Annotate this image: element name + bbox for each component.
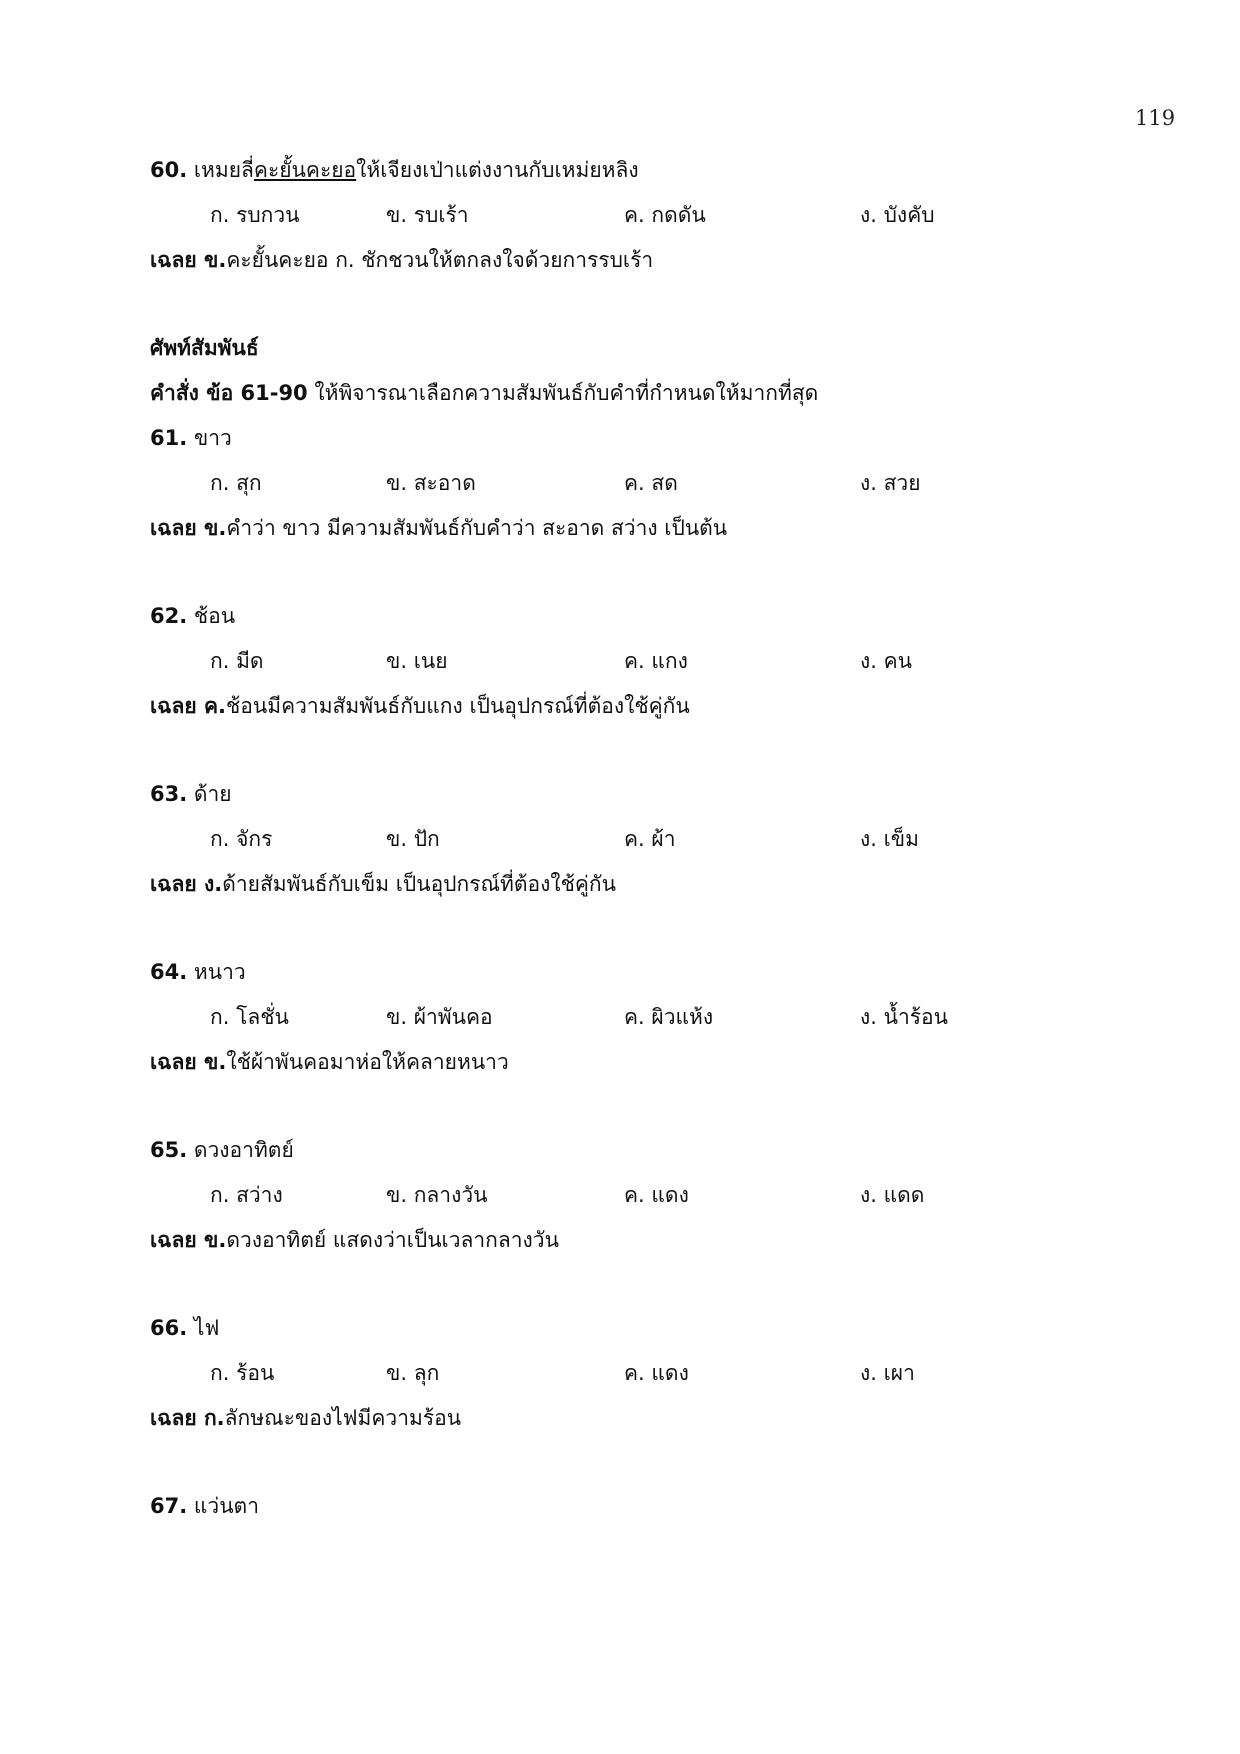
choice-c: ค. แดง	[624, 1361, 689, 1385]
question-62-stem	[150, 594, 1150, 639]
answer-text: ดวงอาทิตย์ แสดงว่าเป็นเวลากลางวัน	[226, 1228, 559, 1252]
question-number: 60.	[150, 158, 188, 182]
choice-d: ง. บังคับ	[860, 203, 935, 227]
question-63-choices	[150, 817, 1150, 862]
answer-text: ใช้ผ้าพันคอมาห่อให้คลายหนาว	[226, 1050, 509, 1074]
choice-c: ค. สด	[624, 471, 678, 495]
question-66-stem	[150, 1306, 1150, 1351]
choice-b: ข. ปัก	[386, 827, 440, 851]
question-stem: หนาว	[187, 960, 246, 984]
choice-c: ค. แดง	[624, 1183, 689, 1207]
answer-text: ช้อนมีความสัมพันธ์กับแกง เป็นอุปกรณ์ที่ต้องใช้คู่กัน	[226, 694, 690, 718]
choice-a: ก. สว่าง	[210, 1183, 283, 1207]
choice-d: ง. แดด	[860, 1183, 925, 1207]
question-stem: ด้าย	[187, 782, 232, 806]
question-62-answer	[150, 684, 1150, 729]
choice-a: ก. สุก	[210, 471, 262, 495]
answer-text: คะยั้นคะยอ ก. ชักชวนให้ตกลงใจด้วยการรบเร้า	[226, 248, 654, 272]
choice-b: ข. รบเร้า	[386, 203, 469, 227]
question-65-answer	[150, 1218, 1150, 1263]
answer-label: เฉลย ค.	[150, 694, 226, 718]
question-60-choices	[150, 193, 1150, 238]
instruction-text: ให้พิจารณาเลือกความสัมพันธ์กับคำที่กำหนดให้มากที่สุด	[307, 381, 819, 405]
question-number: 64.	[150, 960, 188, 984]
question-stem-before: เหมยลี่	[187, 158, 254, 182]
question-64-choices	[150, 995, 1150, 1040]
choice-b: ข. ลุก	[386, 1361, 440, 1385]
question-65-choices	[150, 1173, 1150, 1218]
page-number: 119	[1135, 106, 1176, 130]
answer-label: เฉลย ข.	[150, 1050, 227, 1074]
choice-c: ค. ผ้า	[624, 827, 676, 851]
answer-label: เฉลย ก.	[150, 1406, 225, 1430]
question-64-answer	[150, 1040, 1150, 1085]
question-66-choices	[150, 1351, 1150, 1396]
choice-d: ง. เข็ม	[860, 827, 919, 851]
section-title: ศัพท์สัมพันธ์	[150, 336, 259, 360]
choice-c: ค. ผิวแห้ง	[624, 1005, 714, 1029]
choice-b: ข. กลางวัน	[386, 1183, 488, 1207]
answer-text: ลักษณะของไฟมีความร้อน	[224, 1406, 462, 1430]
question-61-stem	[150, 416, 1150, 461]
section-instruction	[150, 371, 1150, 416]
question-62-choices	[150, 639, 1150, 684]
question-66-answer	[150, 1396, 1150, 1441]
question-63-stem	[150, 772, 1150, 817]
choice-a: ก. จักร	[210, 827, 273, 851]
question-stem: ขาว	[187, 426, 232, 450]
question-stem: ช้อน	[187, 604, 236, 628]
choice-c: ค. กดดัน	[624, 203, 706, 227]
answer-label: เฉลย ข.	[150, 248, 227, 272]
exam-content	[150, 148, 1150, 1529]
choice-b: ข. สะอาด	[386, 471, 476, 495]
choice-a: ก. มีด	[210, 649, 264, 673]
choice-d: ง. น้ำร้อน	[860, 1005, 948, 1029]
question-number: 63.	[150, 782, 188, 806]
choice-b: ข. ผ้าพันคอ	[386, 1005, 493, 1029]
choice-a: ก. โลชั่น	[210, 1005, 289, 1029]
question-61-answer	[150, 506, 1150, 551]
choice-a: ก. รบกวน	[210, 203, 300, 227]
choice-c: ค. แกง	[624, 649, 688, 673]
question-number: 65.	[150, 1138, 188, 1162]
choice-a: ก. ร้อน	[210, 1361, 275, 1385]
question-64-stem	[150, 950, 1150, 995]
question-60-answer	[150, 238, 1150, 283]
question-63-answer	[150, 862, 1150, 907]
question-stem: แว่นตา	[187, 1494, 259, 1518]
question-61-choices	[150, 461, 1150, 506]
question-number: 67.	[150, 1494, 188, 1518]
answer-label: เฉลย ข.	[150, 516, 227, 540]
question-stem-after: ให้เจียงเป่าแต่งงานกับเหม่ยหลิง	[356, 158, 639, 182]
question-stem: ไฟ	[187, 1316, 220, 1340]
choice-d: ง. เผา	[860, 1361, 915, 1385]
answer-text: คำว่า ขาว มีความสัมพันธ์กับคำว่า สะอาด สว่าง เป็นต้น	[226, 516, 728, 540]
answer-label: เฉลย ง.	[150, 872, 223, 896]
answer-text: ด้ายสัมพันธ์กับเข็ม เป็นอุปกรณ์ที่ต้องใช้คู่กัน	[222, 872, 616, 896]
question-65-stem	[150, 1128, 1150, 1173]
question-67-stem	[150, 1484, 1150, 1529]
choice-b: ข. เนย	[386, 649, 448, 673]
question-number: 66.	[150, 1316, 188, 1340]
choice-d: ง. คน	[860, 649, 913, 673]
question-stem: ดวงอาทิตย์	[187, 1138, 294, 1162]
question-60-stem	[150, 148, 1150, 193]
answer-label: เฉลย ข.	[150, 1228, 227, 1252]
question-stem-underlined: คะยั้นคะยอ	[253, 158, 357, 182]
choice-d: ง. สวย	[860, 471, 921, 495]
question-number: 62.	[150, 604, 188, 628]
instruction-label: คำสั่ง ข้อ 61-90	[150, 381, 308, 405]
question-number: 61.	[150, 426, 188, 450]
